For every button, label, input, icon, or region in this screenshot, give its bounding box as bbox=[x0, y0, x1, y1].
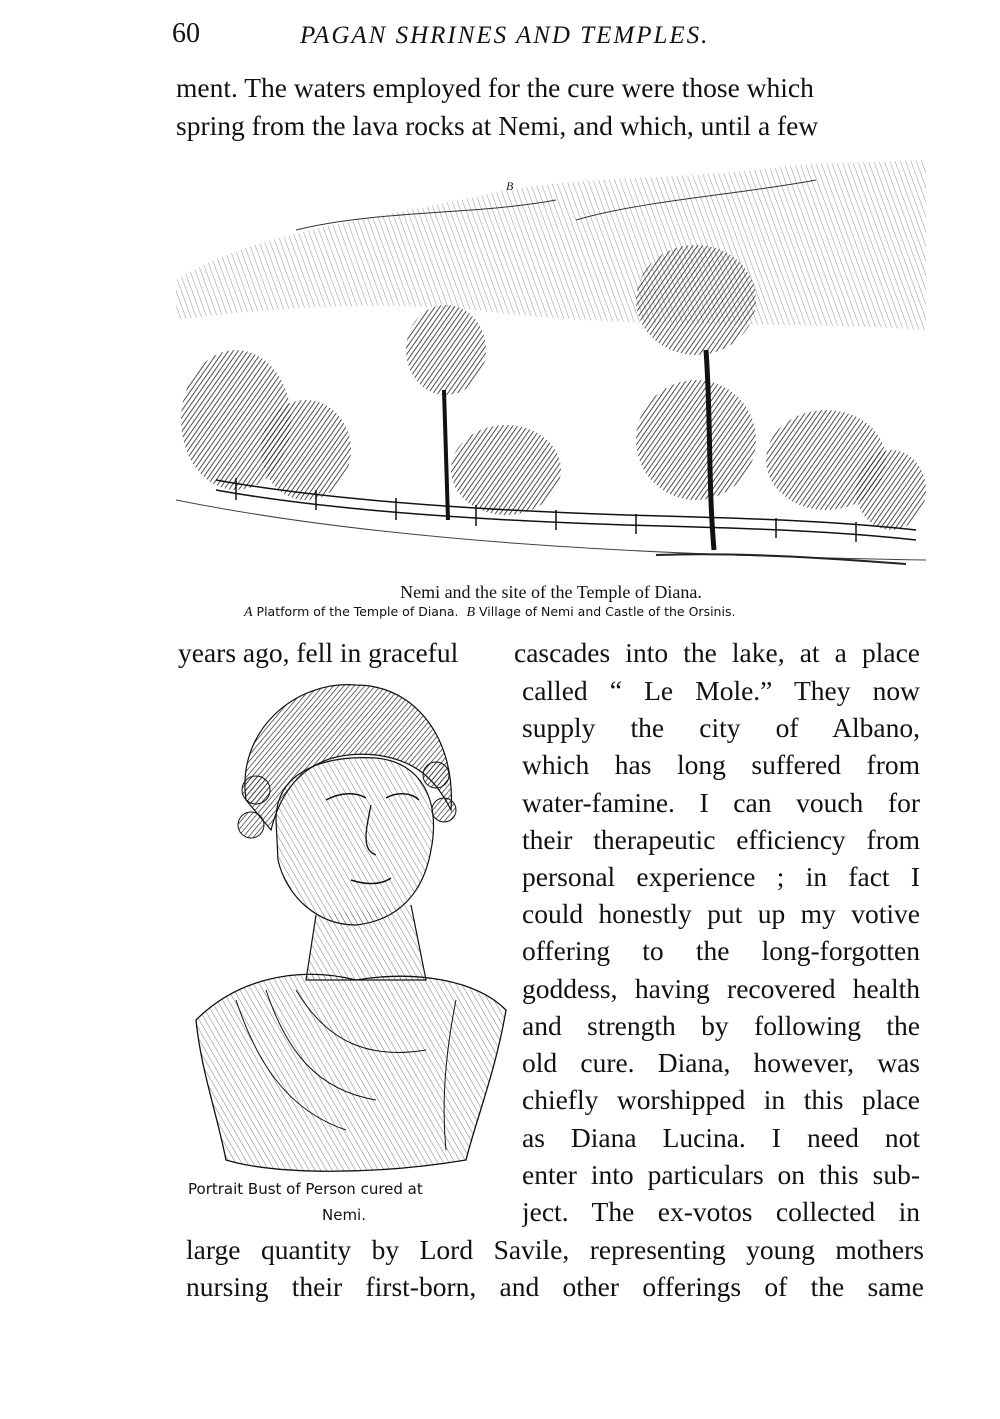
landscape-legend bbox=[244, 604, 735, 621]
body-line: spring from the lava rocks at Nemi, and which, until a few bbox=[176, 110, 819, 141]
body-line: enter into particulars on this sub- bbox=[522, 1161, 920, 1190]
body-line: chiefly worshipped in this place bbox=[522, 1086, 920, 1115]
legend-a-text: Platform of the Temple of Diana. bbox=[252, 604, 459, 619]
body-line: offering to the long-forgotten bbox=[522, 937, 920, 966]
body-line: years ago, fell in graceful bbox=[178, 637, 459, 668]
body-line: called “ Le Mole.” They now bbox=[522, 677, 920, 706]
body-line: and strength by following the bbox=[522, 1012, 920, 1041]
bust-caption-line2: Nemi. bbox=[322, 1206, 366, 1224]
body-line: goddess, having recovered health bbox=[522, 975, 920, 1004]
body-line: their therapeutic efficiency from bbox=[522, 826, 920, 855]
portrait-bust-engraving bbox=[176, 680, 516, 1180]
body-line: personal experience ; in fact I bbox=[522, 863, 920, 892]
legend-a-letter: A bbox=[244, 605, 253, 620]
body-line: large quantity by Lord Savile, representing young mothers bbox=[186, 1236, 924, 1265]
landscape-caption: Nemi and the site of the Temple of Diana. bbox=[400, 582, 702, 602]
body-line: water-famine. I can vouch for bbox=[522, 789, 920, 818]
body-line: nursing their first-born, and other offerings of the same bbox=[186, 1273, 924, 1302]
legend-b-letter: B bbox=[466, 605, 476, 620]
body-line: ject. The ex-votos collected in bbox=[522, 1198, 920, 1227]
body-line: which has long suffered from bbox=[522, 751, 920, 780]
body-line: ment. The waters employed for the cure were those which bbox=[176, 72, 814, 103]
legend-b-text: Village of Nemi and Castle of the Orsinis. bbox=[475, 604, 736, 619]
running-head: PAGAN SHRINES AND TEMPLES. bbox=[300, 22, 710, 49]
body-line: supply the city of Albano, bbox=[522, 714, 920, 743]
marker-b: B bbox=[506, 179, 514, 193]
body-line: cascades into the lake, at a place bbox=[514, 639, 920, 668]
page-number: 60 bbox=[172, 18, 200, 49]
body-line: as Diana Lucina. I need not bbox=[522, 1124, 920, 1153]
bust-caption-line1: Portrait Bust of Person cured at bbox=[188, 1180, 423, 1198]
landscape-engraving bbox=[176, 160, 926, 580]
body-line: could honestly put up my votive bbox=[522, 900, 920, 929]
body-line: old cure. Diana, however, was bbox=[522, 1049, 920, 1078]
